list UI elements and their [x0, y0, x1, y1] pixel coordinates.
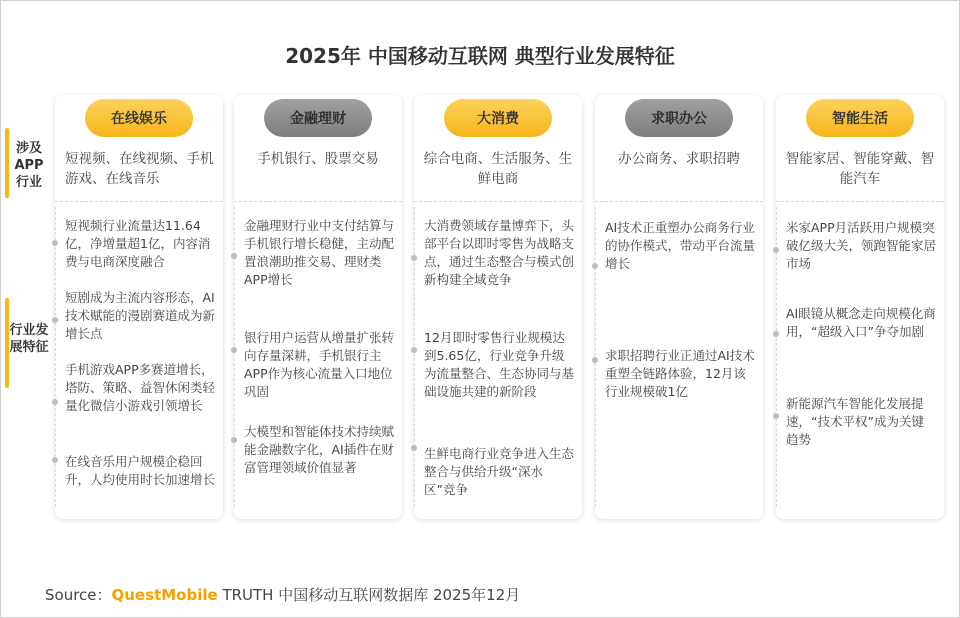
divider [234, 201, 402, 202]
bullet-dot [52, 457, 58, 463]
source-footer [45, 584, 520, 605]
industry-pill: 金融理财 [264, 99, 372, 137]
feature-side-label: 行业发展特征 [9, 323, 49, 355]
brand-name: QuestMobile [111, 586, 218, 604]
industry-card-entertainment [55, 95, 223, 519]
bullet-dot [592, 357, 598, 363]
divider [414, 201, 582, 202]
timeline-line [234, 207, 235, 507]
feature-item: 手机游戏APP多赛道增长，塔防、策略、益智休闲类轻量化微信小游戏引领增长 [65, 362, 216, 413]
bullet-dot [411, 255, 417, 261]
feature-item: 米家APP月活跃用户规模突破亿级大关，领跑智能家居市场 [786, 220, 937, 271]
bullet-dot [231, 437, 237, 443]
feature-item: AI技术正重塑办公商务行业的协作模式，带动平台流量增长 [605, 220, 756, 271]
divider [55, 201, 223, 202]
industry-pill: 在线娱乐 [85, 99, 193, 137]
bullet-dot [52, 399, 58, 405]
feature-item: 生鲜电商行业竞争进入生态整合与供给升级“深水区”竞争 [424, 446, 575, 497]
feature-item: 在线音乐用户规模企稳回升，人均使用时长加速增长 [65, 454, 216, 487]
industry-scope: 智能家居、智能穿戴、智能汽车 [785, 151, 935, 187]
feature-item: 短剧成为主流内容形态，AI技术赋能的漫剧赛道成为新增长点 [65, 290, 216, 341]
bullet-dot [411, 347, 417, 353]
industry-card-office [595, 95, 763, 519]
industry-scope: 办公商务、求职招聘 [618, 151, 740, 167]
scope-side-label: 涉及APP行业 [14, 141, 44, 190]
bullet-dot [52, 317, 58, 323]
feature-item: 12月即时零售行业规模达到5.65亿，行业竞争升级为流量整合、生态协同与基础设施共建的新阶段 [424, 330, 575, 399]
industry-scope: 手机银行、股票交易 [257, 151, 379, 167]
feature-item: 金融理财行业中支付结算与手机银行增长稳健，主动配置浪潮助推交易、理财类APP增长 [244, 218, 395, 287]
bullet-dot [773, 247, 779, 253]
feature-item: 银行用户运营从增量扩张转向存量深耕，手机银行主APP作为核心流量入口地位巩固 [244, 330, 395, 399]
divider [595, 201, 763, 202]
feature-item: 新能源汽车智能化发展提速，“技术平权”成为关键趋势 [786, 396, 924, 447]
industry-pill: 大消费 [444, 99, 552, 137]
bullet-dot [773, 331, 779, 337]
divider [776, 201, 944, 202]
bullet-dot [411, 445, 417, 451]
industry-card-consumption [414, 95, 582, 519]
industry-pill: 求职办公 [625, 99, 733, 137]
bullet-dot [773, 413, 779, 419]
feature-item: 大消费领域存量博弈下，头部平台以即时零售为战略支点，通过生态整合与模式创新构建全域竞争 [424, 218, 575, 287]
source-suffix: TRUTH 中国移动互联网数据库 2025年12月 [217, 586, 521, 604]
source-prefix: Source： [45, 586, 112, 604]
industry-pill: 智能生活 [806, 99, 914, 137]
bullet-dot [52, 240, 58, 246]
feature-item: 短视频行业流量达11.64亿，净增量超1亿，内容消费与电商深度融合 [65, 218, 211, 269]
page-title: 2025年 中国移动互联网 典型行业发展特征 [285, 44, 675, 68]
timeline-line [414, 207, 415, 507]
bullet-dot [231, 347, 237, 353]
bullet-dot [231, 253, 237, 259]
bullet-dot [592, 263, 598, 269]
feature-item: 求职招聘行业正通过AI技术重塑全链路体验，12月该行业规模破1亿 [605, 348, 755, 399]
industry-card-smart-life [776, 95, 944, 519]
feature-item: 大模型和智能体技术持续赋能金融数字化，AI插件在财富管理领域价值显著 [244, 424, 395, 475]
industry-scope: 短视频、在线视频、手机游戏、在线音乐 [65, 151, 214, 187]
industry-card-finance [234, 95, 402, 519]
industry-scope: 综合电商、生活服务、生鲜电商 [423, 151, 573, 187]
feature-item: AI眼镜从概念走向规模化商用，“超级入口”争夺加剧 [786, 306, 936, 339]
